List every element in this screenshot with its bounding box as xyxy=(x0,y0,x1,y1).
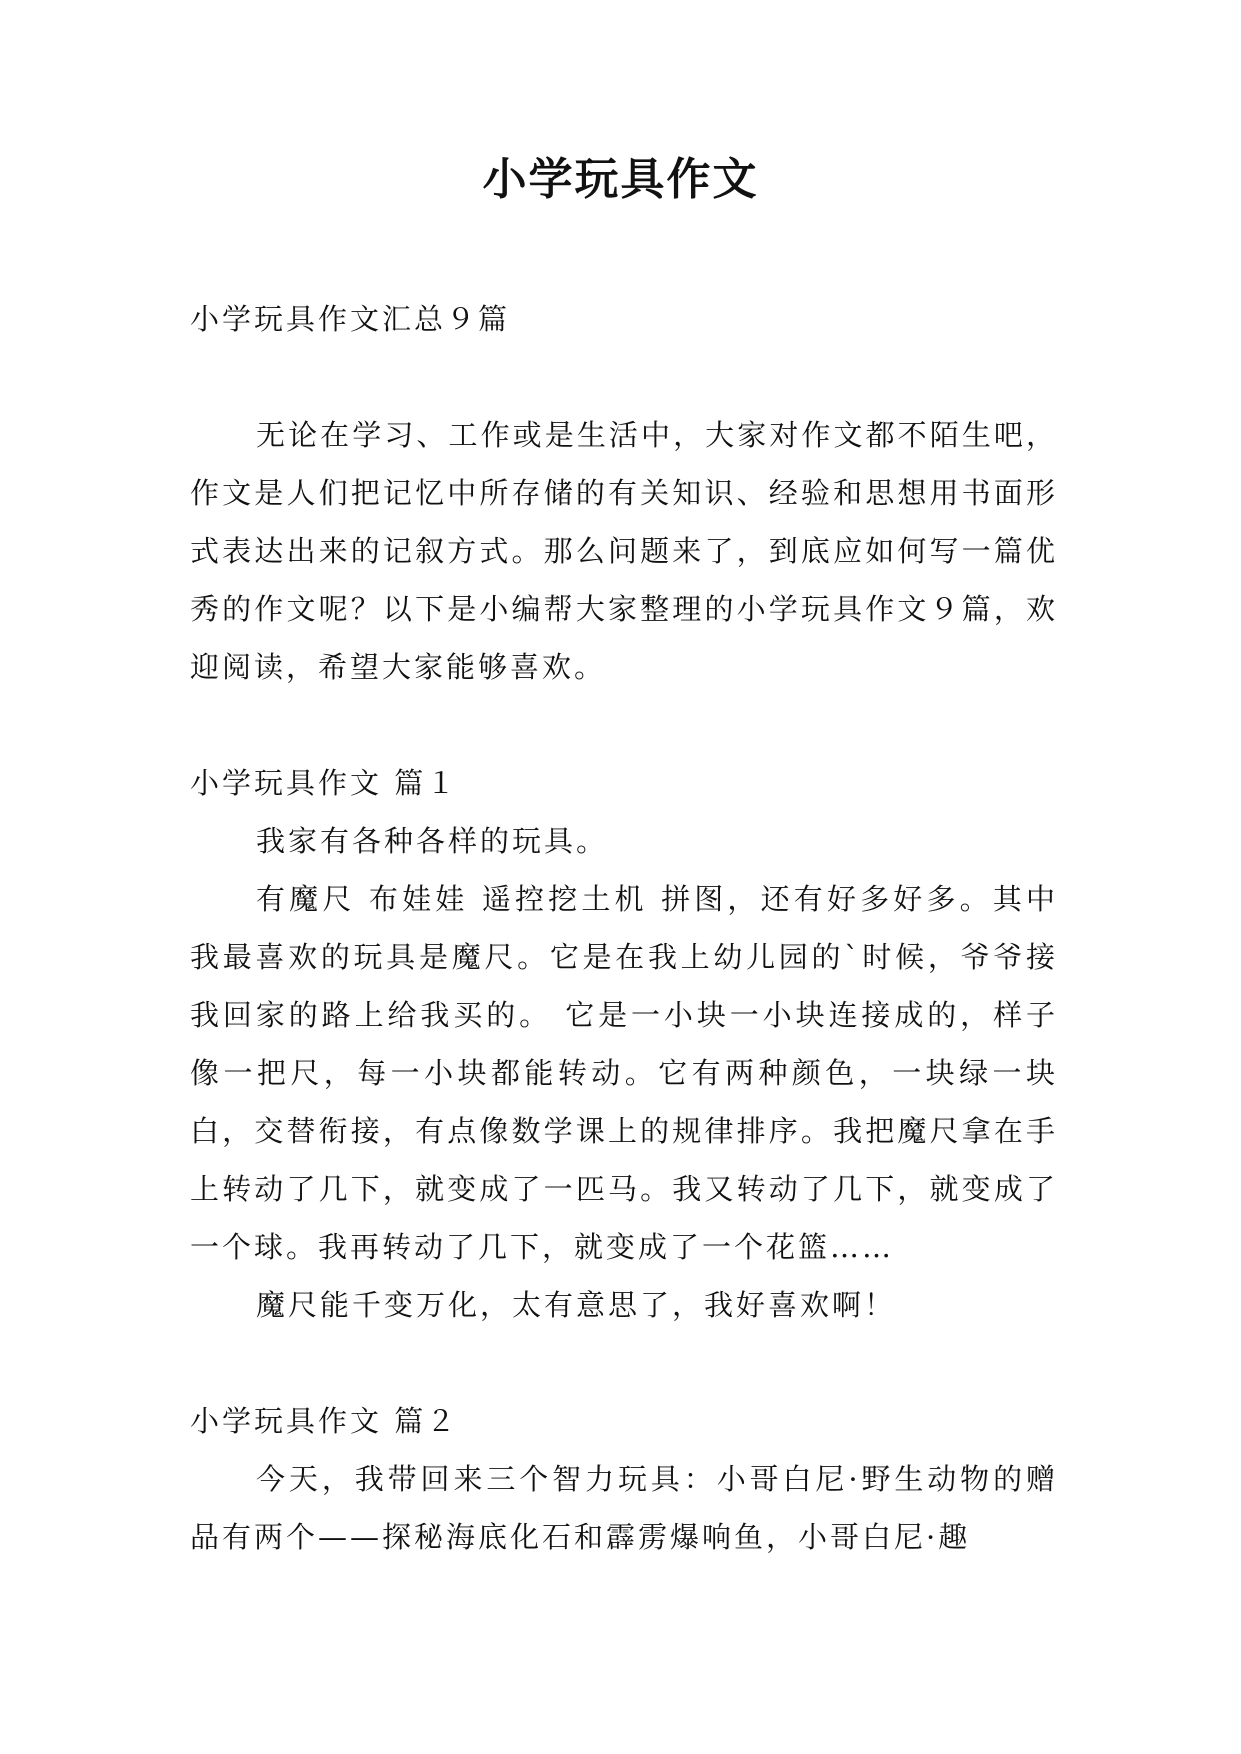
section-heading-2: 小学玩具作文 篇２ xyxy=(190,1404,459,1438)
section-1-paragraph-1: 我家有各种各样的玩具。 xyxy=(256,824,609,858)
intro-paragraph: 无论在学习、工作或是生活中，大家对作文都不陌生吧，作文是人们把记忆中所存储的有关知识、经验和思想用书面形式表达出来的记叙方式。那么问题来了，到底应如何写一篇优秀的作文呢？以下是小编帮大家整理的小学玩具作文９篇，欢迎阅读，希望大家能够喜欢。 xyxy=(190,418,1058,684)
section-heading-1: 小学玩具作文 篇１ xyxy=(190,766,459,800)
section-1-paragraph-3: 魔尺能千变万化，太有意思了，我好喜欢啊！ xyxy=(256,1288,897,1322)
spacer xyxy=(190,696,1058,754)
spacer xyxy=(190,348,1058,406)
spacer xyxy=(190,1334,1058,1392)
document-title: 小学玩具作文 xyxy=(482,154,759,205)
section-1-paragraph-2: 有魔尺 布娃娃 遥控挖土机 拼图，还有好多好多。其中我最喜欢的玩具是魔尺。它是在我上幼儿园的`时候，爷爷接我回家的路上给我买的。 它是一小块一小块连接成的，样子像一把尺，每一小块都能转动。它有两种颜色，一块绿一块白，交替衔接，有点像数学课上的规律排序。我把魔尺拿在手上转动了几下，就变成了一匹马。我又转动了几下，就变成了一个球。我再转动了几下，就变成了一个花篮…… xyxy=(190,882,1058,1264)
document-subtitle: 小学玩具作文汇总９篇 xyxy=(190,302,511,336)
section-2-paragraph-1: 今天，我带回来三个智力玩具：小哥白尼·野生动物的赠品有两个——探秘海底化石和霹雳爆响鱼，小哥白尼·趣 xyxy=(190,1462,1058,1554)
document-body xyxy=(190,290,1058,1566)
